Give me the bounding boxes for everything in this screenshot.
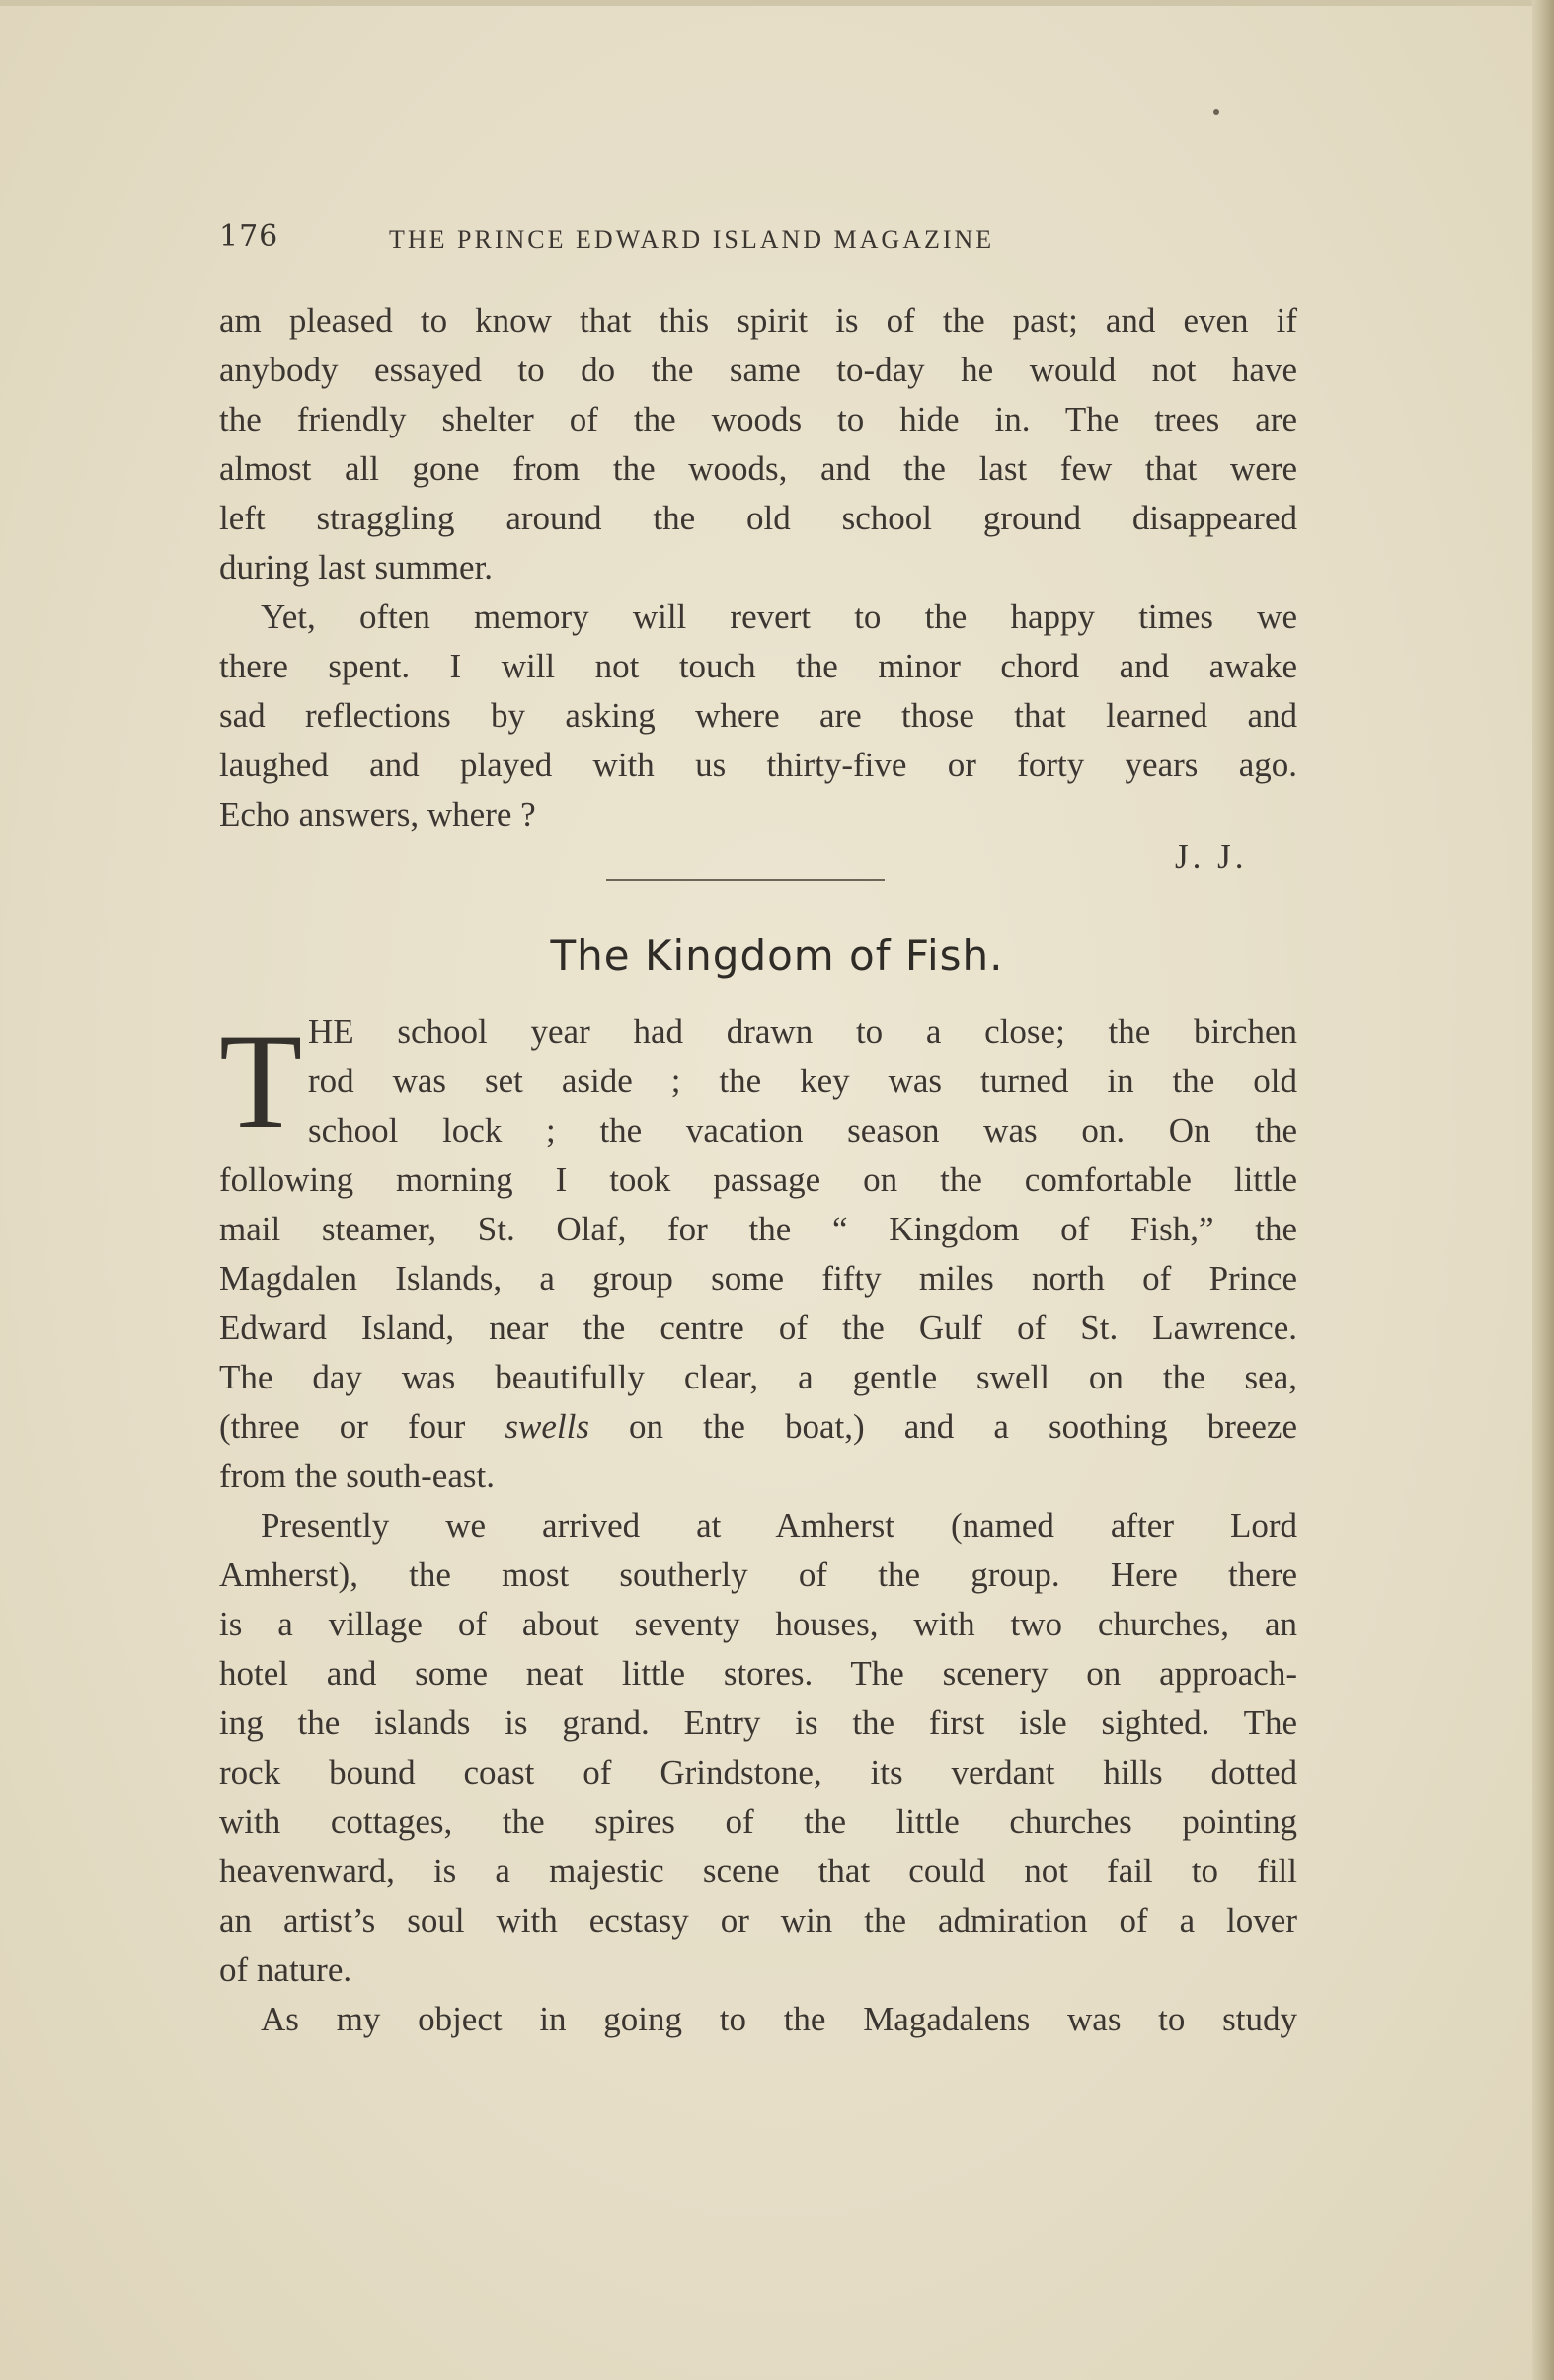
text-line: there spent. I will not touch the minor chord and awake [219,647,1297,685]
text-line: school lock ; the vacation season was on. On the [308,1111,1297,1150]
text-line: Edward Island, near the centre of the Gulf of St. Lawrence. [219,1309,1297,1347]
running-head [219,219,1305,259]
italic-word: swells [505,1407,589,1446]
page-number: 176 [219,219,279,254]
page-top-edge [0,0,1554,6]
text-line: an artist’s soul with ecstasy or win the admiration of a lover [219,1901,1297,1940]
text-line: Presently we arrived at Amherst (named after Lord [261,1506,1297,1545]
text-line: hotel and some neat little stores. The scenery on approach- [219,1654,1297,1693]
previous-article-paragraph-2 [219,593,1297,839]
text-line: of nature. [219,1950,352,1989]
text-fragment: (three or four [219,1407,505,1446]
article-paragraph-1 [219,1155,1297,1501]
text-line: laughed and played with us thirty-five or forty years ago. [219,746,1297,784]
text-line: almost all gone from the woods, and the last few that were [219,449,1297,488]
text-line: is a village of about seventy houses, with two churches, an [219,1605,1297,1643]
drop-cap: T [219,1005,303,1156]
text-line: Amherst), the most southerly of the group. Here there [219,1555,1297,1594]
text-line: rock bound coast of Grindstone, its verdant hills dotted [219,1753,1297,1791]
opening-lines [308,1007,1297,1155]
previous-article-paragraph-1 [219,296,1297,593]
text-line: left straggling around the old school ground disappeared [219,499,1297,537]
article-title: The Kingdom of Fish. [550,931,1004,980]
text-line: HE school year had drawn to a close; the birchen [308,1012,1297,1051]
magazine-title: THE PRINCE EDWARD ISLAND MAGAZINE [389,225,995,254]
page-right-edge [1532,0,1554,2380]
text-line: Yet, often memory will revert to the happy times we [261,597,1297,636]
article-paragraph-3 [219,1995,1297,2044]
article-paragraph-2 [219,1501,1297,1995]
text-line: sad reflections by asking where are those that learned and [219,696,1297,735]
text-line: following morning I took passage on the comfortable little [219,1160,1297,1199]
text-line: rod was set aside ; the key was turned in the old [308,1062,1297,1100]
ink-speck [1213,109,1219,115]
text-line: ing the islands is grand. Entry is the first isle sighted. The [219,1704,1297,1742]
text-line: from the south-east. [219,1457,495,1495]
text-line: Magdalen Islands, a group some fifty miles north of Prince [219,1259,1297,1298]
text-line: heavenward, is a majestic scene that could not fail to fill [219,1852,1297,1890]
text-line: Echo answers, where ? [219,795,536,833]
author-signature: J. J. [1175,837,1248,876]
text-line: mail steamer, St. Olaf, for the “ Kingdom of Fish,” the [219,1210,1297,1248]
text-line: The day was beautifully clear, a gentle swell on the sea, [219,1358,1297,1396]
text-line-with-italic [219,1402,1297,1452]
text-line: As my object in going to the Magadalens was to study [261,2000,1297,2038]
text-line: with cottages, the spires of the little churches pointing [219,1802,1297,1841]
section-divider [606,879,885,881]
text-line: during last summer. [219,548,494,587]
text-line: am pleased to know that this spirit is of the past; and even if [219,301,1297,340]
text-line: anybody essayed to do the same to-day he would not have [219,351,1297,389]
text-fragment: on the boat,) and a soothing breeze [588,1407,1297,1446]
text-line: the friendly shelter of the woods to hide in. The trees are [219,400,1297,438]
